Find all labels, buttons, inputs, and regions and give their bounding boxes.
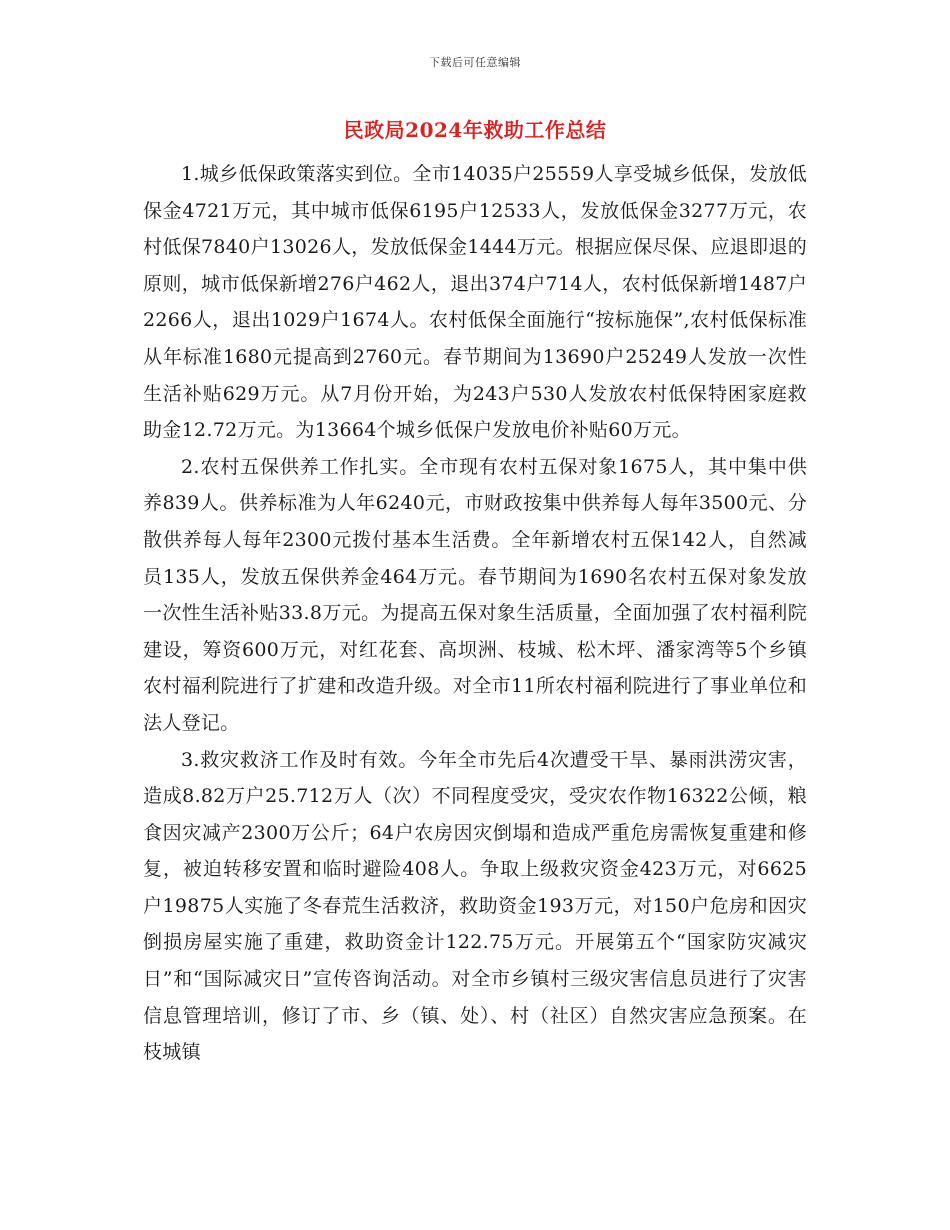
header-note: 下载后可任意编辑 — [429, 56, 521, 69]
document-body — [143, 156, 807, 1071]
paragraph-3-disaster-relief: 3.救灾救济工作及时有效。今年全市先后4次遭受干旱、暴雨洪涝灾害，造成8.82万户25.712万人（次）不同程度受灾，受灾农作物16322公倾，粮食因灾减产2300万公斤；64户农房因灾倒塌和造成严重危房需恢复重建和修复，被迫转移安置和临时避险408人。争取上级救灾资金423万元，对6625户19875人实施了冬春荒生活救济，救助资金193万元，对150户危房和因灾倒损房屋实施了重建，救助资金计122.75万元。开展第五个“国家防灾减灾日”和“国际减灾日”宣传咨询活动。对全市乡镇村三级灾害信息员进行了灾害信息管理培训，修订了市、乡（镇、处）、村（社区）自然灾害应急预案。在枝城镇 — [143, 748, 807, 1064]
document-title: 民政局2024年救助工作总结 — [343, 118, 607, 142]
paragraph-1-urban-rural-dibao: 1.城乡低保政策落实到位。全市14035户25559人享受城乡低保，发放低保金4721万元，其中城市低保6195户12533人，发放低保金3277万元，农村低保7840户13026人，发放低保金1444万元。根据应保尽保、应退即退的原则，城市低保新增276户462人，退出374户714人，农村低保新增1487户2266人，退出1029户1674人。农村低保全面施行“按标施保”,农村低保标准从年标准1680元提高到2760元。春节期间为13690户25249人发放一次性生活补贴629万元。从7月份开始，为243户530人发放农村低保特困家庭救助金12.72万元。为13664个城乡低保户发放电价补贴60万元。 — [143, 163, 807, 442]
paragraph-2-rural-wubao: 2.农村五保供养工作扎实。全市现有农村五保对象1675人，其中集中供养839人。供养标准为人年6240元，市财政按集中供养每人每年3500元、分散供养每人每年2300元拨付基本生活费。全年新增农村五保142人，自然减员135人，发放五保供养金464万元。春节期间为1690名农村五保对象发放一次性生活补贴33.8万元。为提高五保对象生活质量，全面加强了农村福利院建设，筹资600万元，对红花套、高坝洲、枝城、松木坪、潘家湾等5个乡镇农村福利院进行了扩建和改造升级。对全市11所农村福利院进行了事业单位和法人登记。 — [143, 455, 807, 734]
